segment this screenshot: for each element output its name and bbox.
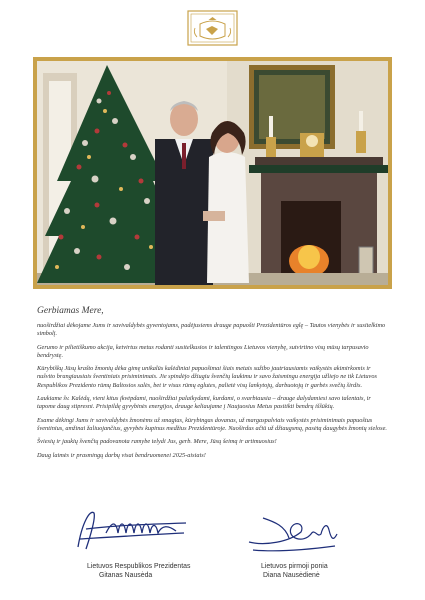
letter-paragraph: Kūrybiškų Jūsų krašto žmonių dėka gimę unikalūs kalėdiniai papuošimai šiais metais sužibo jautriausiamis vaikystės akimirkomis ir nušvito brangiausiais šventiniais prisiminimais. Jie spindėjo džiugiu švenčių laukimu ir savo žaismingu energija užliejo ne tik Lietuvos Respublikos Prezidento rūmų Baltosios salės, bet ir visus rūmų eglutes, palietė visų lankytojų, darbuotojų ir garbės svečių širdis. bbox=[37, 365, 377, 389]
letter-body bbox=[37, 306, 389, 465]
christmas-photo bbox=[37, 61, 388, 285]
president-title: Lietuvos Respublikos Prezidentas bbox=[87, 563, 191, 570]
letter-paragraph: Šviesių ir jaukių švenčių padovanota ramybe telydi Jus, gerb. Mere, Jūsų šeimą ir artimuosius! bbox=[37, 438, 277, 446]
letter-paragraph: Esame dėkingi Jums ir savivaldybės žmonėms už smagias, kūrybingas dovanas, už margaspalviais vaikystės prisiminimais papuoštus šventinius, amžinai žaliuojančius, gyvybės kupinus medžius Prezidentūroje. Nuoširdus ačiū už džiaugsmą, pasėtą daugybės žmonių sielose. bbox=[37, 416, 387, 432]
photo-frame bbox=[33, 57, 392, 289]
letter-paragraph: Laukiame šv. Kalėdų, vieni kitus įkvėpdami, nuoširdžiai palaikydami, kurdami, o svarbiausia – drauge dalydamiesi savo talentais, ir tapome daug stipresni. Prisipildę gyvybinės energijos, drauge keliaujame į Naujuosius Metus pasitikti bendrų iššūkių. bbox=[37, 395, 371, 411]
salutation: Gerbiamas Mere, bbox=[37, 306, 104, 316]
president-name: Gitanas Nausėda bbox=[99, 572, 153, 579]
first-lady-name: Diana Nausėdienė bbox=[263, 572, 320, 579]
letter-paragraph: nuoširdžiai dėkojame Jums ir savivaldybės gyventojams, padėjusiems drauge papuošti Prezidentūros eglę – Tautos vienybės ir susitelkimo simbolį. bbox=[37, 322, 386, 338]
first-lady-title: Lietuvos pirmoji ponia bbox=[261, 563, 328, 570]
first-lady-signature bbox=[245, 512, 340, 554]
president-signature bbox=[72, 503, 190, 555]
letter-paragraph: Gerumo ir pilietiškumo akcija, ketvirtus metus rodanti susitelkusios ir talentingos Lietuvos vienybę, sutvirtino visų mūsų tarpusavio bendrystę. bbox=[37, 343, 369, 359]
first-lady-signature-block bbox=[261, 562, 328, 580]
letter-paragraph: Daug laimės ir prasmingų darbų visai bendruomenei 2025-aisiais! bbox=[37, 451, 206, 459]
state-emblem-icon bbox=[187, 10, 238, 46]
president-signature-block bbox=[87, 562, 190, 580]
